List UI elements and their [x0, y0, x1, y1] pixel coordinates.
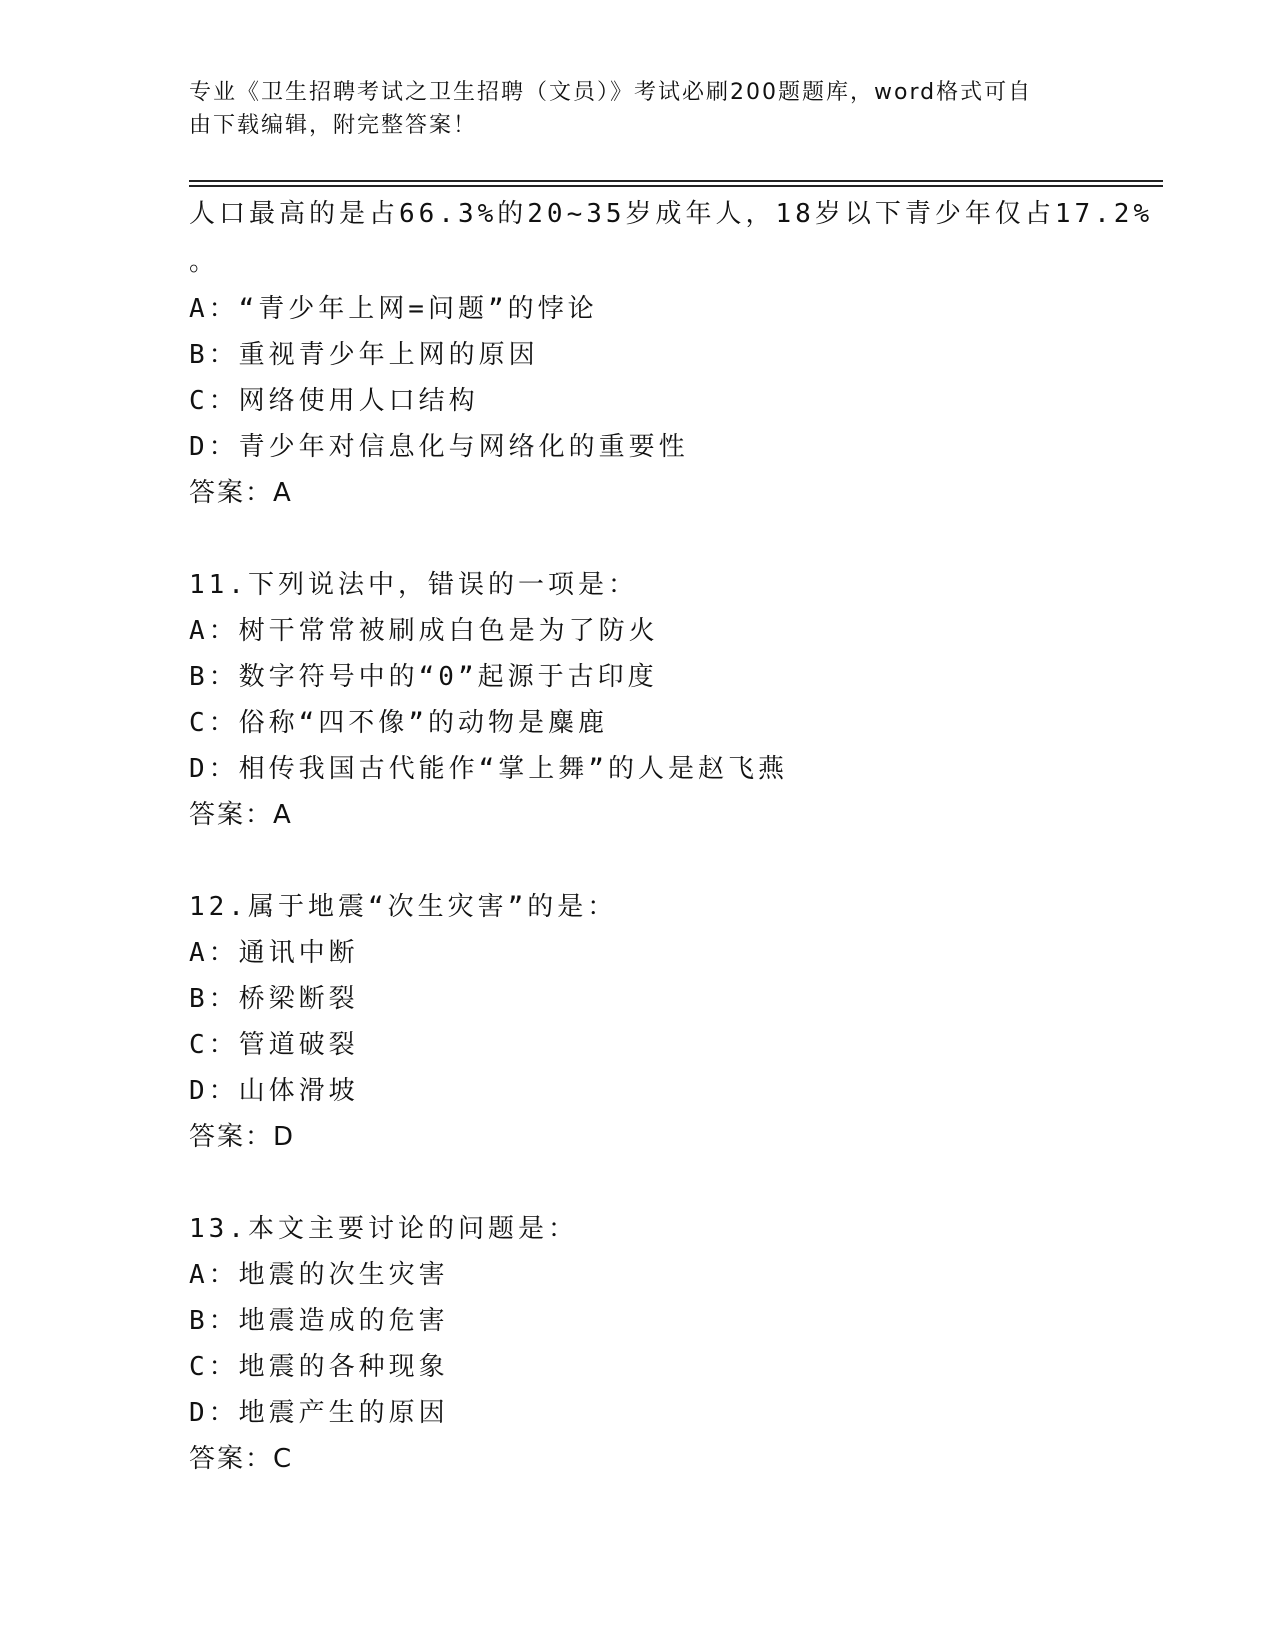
document-body	[189, 190, 1154, 1482]
question-10	[189, 190, 1154, 516]
option-b: B：地震造成的危害	[189, 1306, 449, 1336]
answer-label: 答案：C	[189, 1444, 294, 1474]
header-divider-top	[189, 180, 1163, 182]
question-11	[189, 562, 1149, 838]
option-d: D：山体滑坡	[189, 1076, 359, 1106]
answer-label: 答案：D	[189, 1122, 296, 1152]
answer-label: 答案：A	[189, 478, 293, 508]
option-b: B：桥梁断裂	[189, 984, 359, 1014]
spacer	[189, 516, 1149, 562]
header-line-2: 由下载编辑，附完整答案！	[189, 113, 478, 138]
document-header	[189, 76, 1089, 142]
passage-line-2: 。	[189, 247, 220, 277]
question-stem: 11.下列说法中，错误的一项是：	[189, 570, 638, 600]
option-a: A：通讯中断	[189, 938, 359, 968]
option-a: A：“青少年上网=问题”的悖论	[189, 294, 598, 324]
option-b: B：数字符号中的“0”起源于古印度	[189, 662, 658, 692]
header-line-1: 专业《卫生招聘考试之卫生招聘（文员）》考试必刷200题题库，word格式可自	[189, 80, 1033, 105]
option-b: B：重视青少年上网的原因	[189, 340, 539, 370]
option-c: C：地震的各种现象	[189, 1352, 449, 1382]
option-a: A：树干常常被刷成白色是为了防火	[189, 616, 659, 646]
question-stem: 12.属于地震“次生灾害”的是：	[189, 892, 618, 922]
spacer	[189, 1160, 1149, 1206]
question-stem: 13.本文主要讨论的问题是：	[189, 1214, 578, 1244]
spacer	[189, 838, 1149, 884]
answer-label: 答案：A	[189, 800, 293, 830]
option-c: C：管道破裂	[189, 1030, 359, 1060]
option-a: A：地震的次生灾害	[189, 1260, 449, 1290]
option-d: D：青少年对信息化与网络化的重要性	[189, 432, 689, 462]
passage-line-1: 人口最高的是占66.3%的20~35岁成年人，18岁以下青少年仅占17.2%	[189, 199, 1154, 229]
option-c: C：俗称“四不像”的动物是麋鹿	[189, 708, 608, 738]
option-d: D：相传我国古代能作“掌上舞”的人是赵飞燕	[189, 754, 788, 784]
option-d: D：地震产生的原因	[189, 1398, 449, 1428]
header-divider-bottom	[189, 185, 1163, 187]
question-12	[189, 884, 1149, 1160]
option-c: C：网络使用人口结构	[189, 386, 479, 416]
question-13	[189, 1206, 1149, 1482]
